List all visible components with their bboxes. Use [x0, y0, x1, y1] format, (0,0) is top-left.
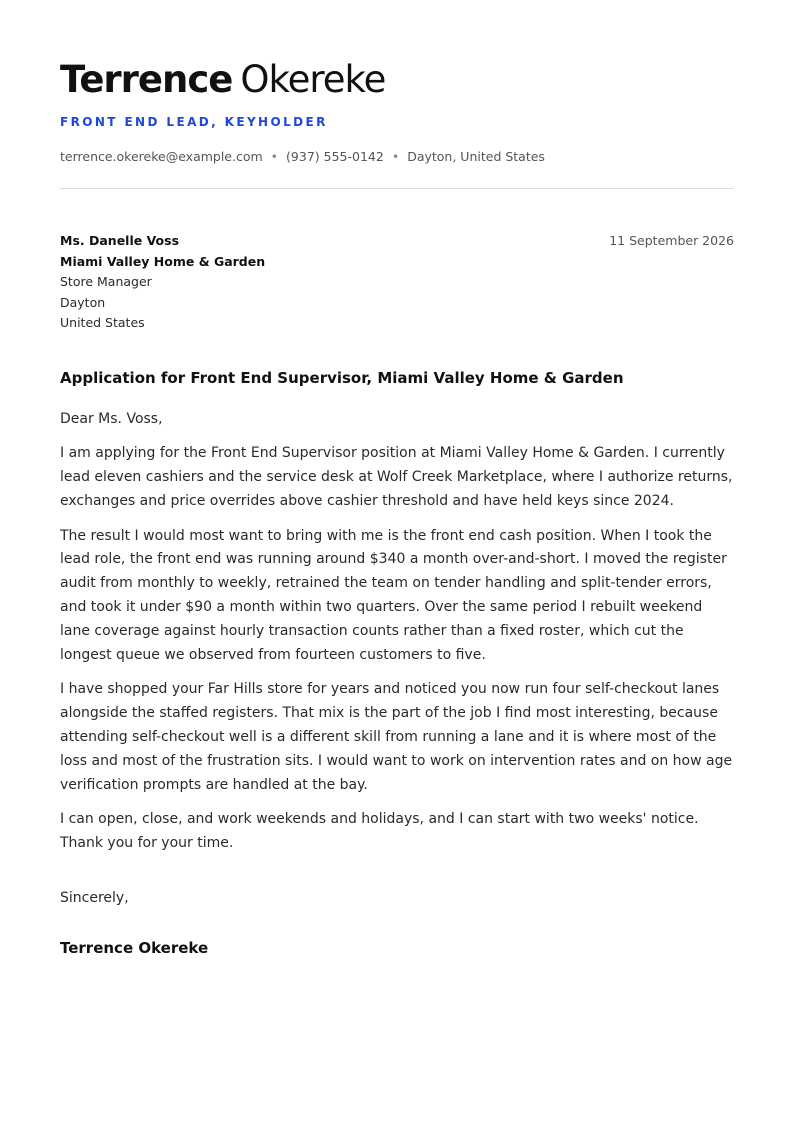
recipient-city: Dayton [60, 294, 106, 310]
contact-location: Dayton, United States [407, 149, 545, 164]
applicant-first-name: Terrence [60, 58, 233, 101]
contact-line [60, 148, 734, 166]
recipient-block [60, 231, 734, 334]
salutation: Dear Ms. Voss, [60, 410, 163, 427]
recipient-country: United States [60, 315, 145, 330]
applicant-headline: FRONT END LEAD, KEYHOLDER [60, 115, 328, 129]
contact-separator: • [270, 149, 279, 164]
applicant-name [60, 58, 734, 102]
body-paragraph: I can open, close, and work weekends and holidays, and I can start with two weeks' notice. Thank you for your time. [60, 811, 699, 852]
body-paragraph: The result I would most want to bring with me is the front end cash position. When I took the lead role, the front end was running around $340 a month over-and-short. I moved the register audit from monthly to weekly, retrained the team on tender handling and split-tender errors, and took it under $90 a month within two quarters. Over the same period I rebuilt weekend lane coverage against hourly transaction counts rather than a fixed roster, which cut the longest queue we observed from fourteen customers to five. [60, 527, 727, 663]
recipient-company: Miami Valley Home & Garden [60, 253, 266, 269]
signature-name: Terrence Okereke [60, 938, 209, 957]
recipient-name: Ms. Danelle Voss [60, 233, 180, 248]
body-paragraph: I have shopped your Far Hills store for years and noticed you now run four self-checkout lanes alongside the staffed registers. That mix is the part of the job I find most interesting, because attending self-checkout well is a different skill from running a lane and it is where most of the loss and most of the frustration sits. I would want to work on intervention rates and on how age verification prompts are handled at the bay. [60, 681, 733, 793]
closing: Sincerely, [60, 890, 129, 907]
contact-separator: • [391, 149, 400, 164]
letter-subject: Application for Front End Supervisor, Miami Valley Home & Garden [60, 368, 624, 387]
contact-email: terrence.okereke@example.com [60, 149, 263, 164]
letter-date: 11 September 2026 [609, 233, 734, 248]
applicant-last-name: Okereke [240, 58, 386, 101]
recipient-title: Store Manager [60, 274, 152, 289]
header-divider [60, 188, 734, 189]
body-paragraph: I am applying for the Front End Supervisor position at Miami Valley Home & Garden. I currently lead eleven cashiers and the service desk at Wolf Creek Marketplace, where I authorize returns, exchanges and price overrides above cashier threshold and have held keys since 2024. [60, 445, 733, 509]
contact-phone: (937) 555-0142 [286, 149, 384, 164]
